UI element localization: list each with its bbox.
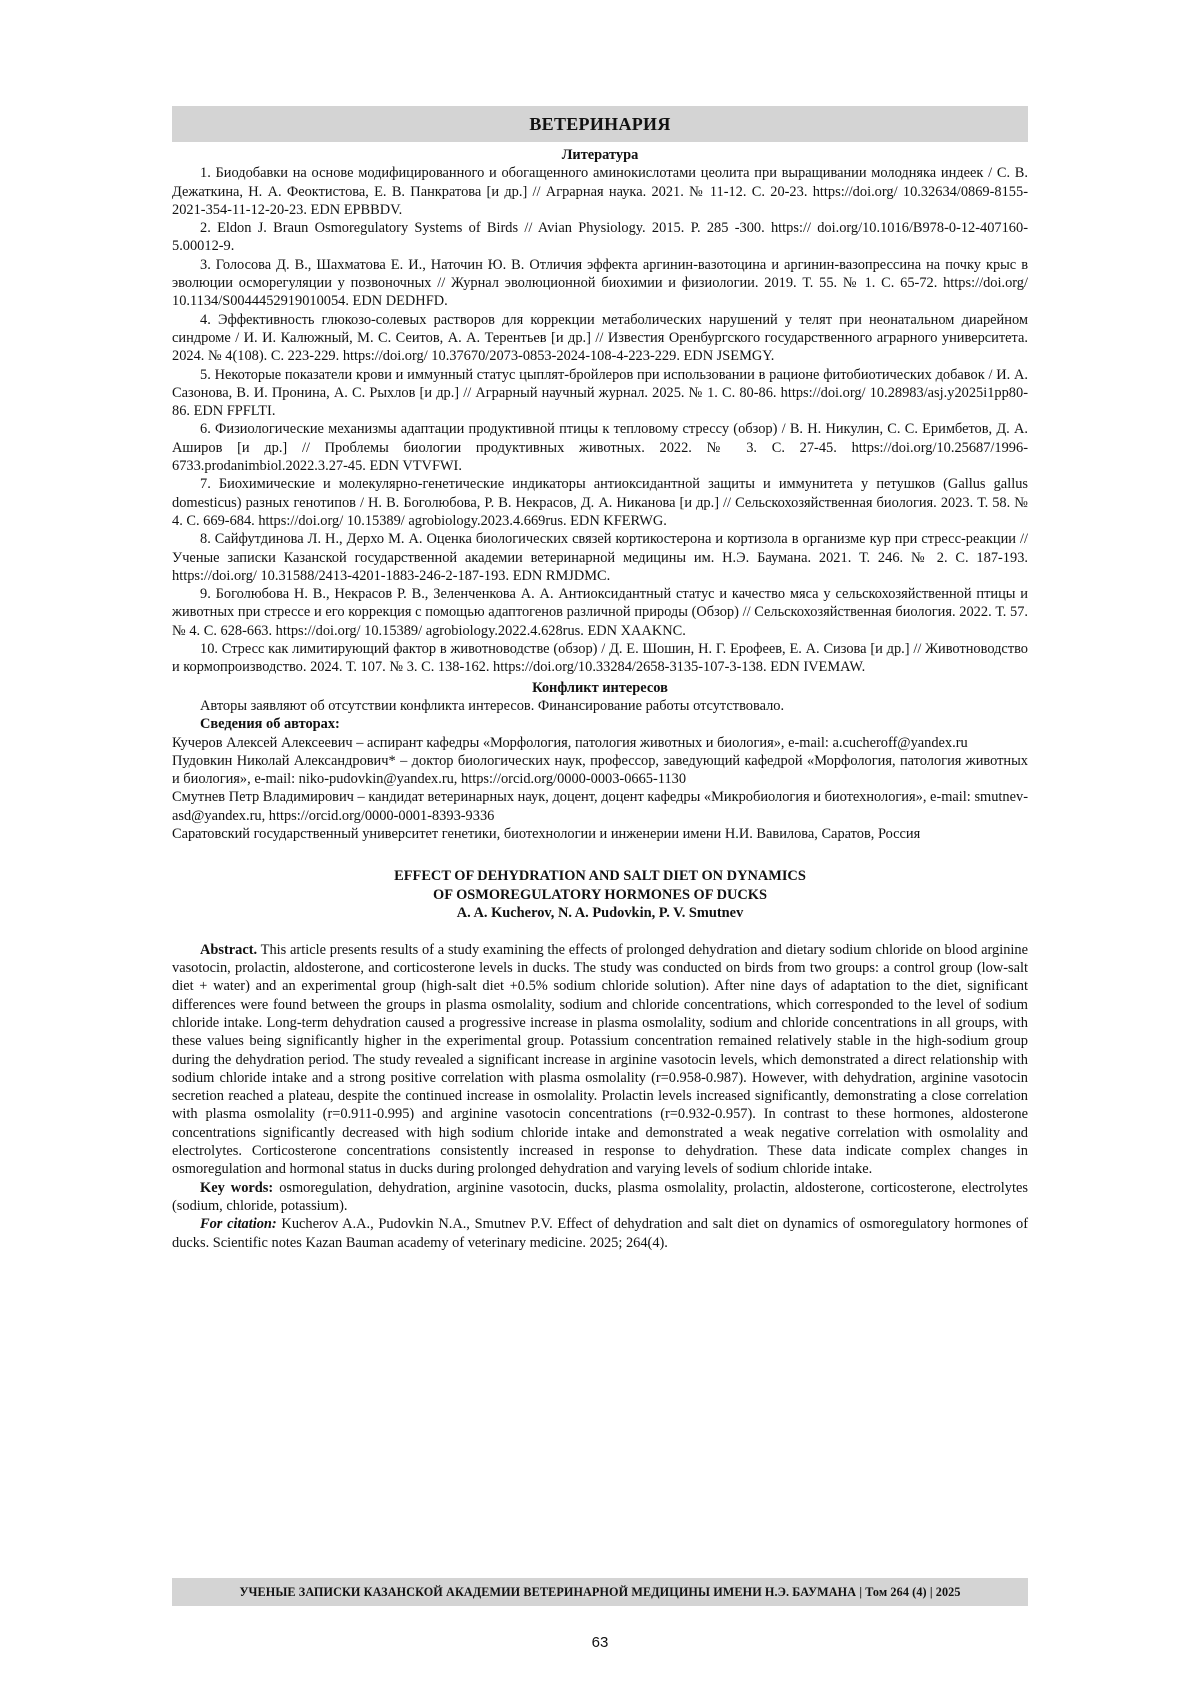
english-body <box>172 941 1028 1252</box>
keywords-paragraph <box>172 1179 1028 1216</box>
literature-heading: Литература <box>561 147 639 163</box>
section-title: ВЕТЕРИНАРИЯ <box>529 113 671 134</box>
reference-item: 3. Голосова Д. В., Шахматова Е. И., Наточин Ю. В. Отличия эффекта аргинин-вазотоцина и аргинин-вазопрессина на почку крыс в эволюции осморегуляции у позвоночных // Журнал эволюционной биохимии и физиологии. 2019. Т. 55. № 1. С. 65-72. https://doi.org/ 10.1134/S0044452919010054. EDN DEDHFD. <box>172 256 1028 310</box>
keywords-text: osmoregulation, dehydration, arginine vasotocin, ducks, plasma osmolality, prolactin, aldosterone, corticosterone, electrolytes (sodium, chloride, potassium). <box>172 1179 1028 1214</box>
reference-item: 7. Биохимические и молекулярно-генетические индикаторы антиоксидантной защиты и иммунитета у петушков (Gallus gallus domesticus) разных генотипов / Н. В. Боголюбова, Р. В. Некрасов, Д. А. Никанова [и др.] // Сельскохозяйственная биология. 2023. Т. 58. № 4. С. 669-684. https://doi.org/ 10.15389/ agrobiology.2023.4.669rus. EDN KFERWG. <box>172 476 1028 529</box>
english-title-block <box>172 867 1028 923</box>
reference-list <box>172 164 1028 676</box>
section-header <box>172 106 1028 142</box>
journal-footer-text: УЧЕНЫЕ ЗАПИСКИ КАЗАНСКОЙ АКАДЕМИИ ВЕТЕРИНАРНОЙ МЕДИЦИНЫ ИМЕНИ Н.Э. БАУМАНА | Том 264 (4) | 2025 <box>239 1584 961 1599</box>
conflict-text: Авторы заявляют об отсутствии конфликта интересов. Финансирование работы отсутствовало. <box>200 697 785 714</box>
page <box>172 106 1028 1252</box>
author-info-paragraph: Пудовкин Николай Александрович* – доктор биологических наук, профессор, заведующий кафедрой «Морфология, патология животных и биология», e-mail: niko-pudovkin@yandex.ru, https://orcid.org/0000-0003-0665-1130 <box>172 752 1028 788</box>
conflict-heading: Конфликт интересов <box>532 679 668 696</box>
reference-item: 9. Боголюбова Н. В., Некрасов Р. В., Зеленченкова А. А. Антиоксидантный статус и качество мяса у сельскохозяйственной птицы и животных при стрессе и его коррекция с помощью адаптогенов различной природы (Обзор) // Сельскохозяйственная биология. 2022. Т. 57. № 4. С. 628-663. https://doi.org/ 10.15389/ agrobiology.2022.4.628rus. EDN XAAKNC. <box>172 586 1028 639</box>
english-title-line: EFFECT OF DEHYDRATION AND SALT DIET ON DYNAMICS <box>394 868 806 885</box>
reference-item: 4. Эффективность глюкозо-солевых растворов для коррекции метаболических нарушений у телят при неонатальном диарейном синдроме / И. И. Калюжный, М. С. Сеитов, А. А. Терентьев [и др.] // Известия Оренбургского государственного аграрного университета. 2024. № 4(108). С. 223-229. https://doi.org/ 10.37670/2073-0853-2024-108-4-223-229. EDN JSEMGY. <box>172 311 1028 365</box>
english-title-line: OF OSMOREGULATORY HORMONES OF DUCKS <box>433 886 767 903</box>
keywords-label: Key words: <box>200 1179 274 1196</box>
author-info-paragraph: Кучеров Алексей Алексеевич – аспирант кафедры «Морфология, патология животных и биология», e-mail: a.cucheroff@yandex.ru <box>172 734 968 751</box>
citation-text: Kucherov A.A., Pudovkin N.A., Smutnev P.V. Effect of dehydration and salt diet on dynamics of osmoregulatory hormones of ducks. Scientific notes Kazan Bauman academy of veterinary medicine. 2025; 264(4). <box>172 1216 1028 1251</box>
citation-paragraph <box>172 1215 1028 1252</box>
authors-info-heading: Сведения об авторах: <box>200 716 340 733</box>
reference-item: 6. Физиологические механизмы адаптации продуктивной птицы к тепловому стрессу (обзор) / В. Н. Никулин, С. С. Еримбетов, Д. А. Аширов [и др.] // Проблемы биологии продуктивных животных. 2022. № 3. С. 27-45. https://doi.org/10.25687/1996-6733.prodanimbiol.2022.3.27-45. EDN VTVFWI. <box>172 421 1028 475</box>
page-number: 63 <box>591 1634 609 1651</box>
affiliation-paragraph: Саратовский государственный университет генетики, биотехнологии и инженерии имени Н.И. Вавилова, Саратов, Россия <box>172 825 921 842</box>
citation-label: For citation: <box>200 1216 277 1233</box>
author-info-paragraph: Смутнев Петр Владимирович – кандидат ветеринарных наук, доцент, доцент кафедры «Микробиология и биотехнология», e-mail: smutnev-asd@yandex.ru, https://orcid.org/0000-0001-8393-9336 <box>172 789 1028 824</box>
reference-item: 5. Некоторые показатели крови и иммунный статус цыплят-бройлеров при использовании в рационе фитобиотических добавок / И. А. Сазонова, В. И. Пронина, А. С. Рыхлов [и др.] // Аграрный научный журнал. 2025. № 1. С. 80-86. https://doi.org/ 10.28983/asj.y2025i1pp80-86. EDN FPFLTI. <box>172 366 1028 420</box>
abstract-label: Abstract. <box>200 941 258 958</box>
reference-item: 2. Eldon J. Braun Osmoregulatory Systems of Birds // Avian Physiology. 2015. P. 285 -300. https:// doi.org/10.1016/B978-0-12-407160-5.00012-9. <box>172 220 1028 255</box>
english-authors: A. A. Kucherov, N. A. Pudovkin, P. V. Smutnev <box>456 905 744 922</box>
reference-item: 10. Стресс как лимитирующий фактор в животноводстве (обзор) / Д. Е. Шошин, Н. Г. Ерофеев, Е. А. Сизова [и др.] // Животноводство и кормопроизводство. 2024. Т. 107. № 3. С. 138-162. https://doi.org/10.33284/2658-3135-107-3-138. EDN IVEMAW. <box>172 641 1028 676</box>
abstract-paragraph <box>172 941 1028 1179</box>
reference-item: 1. Биодобавки на основе модифицированного и обогащенного аминокислотами цеолита при выращивании молодняка индеек / С. В. Дежаткина, Н. А. Феоктистова, Е. В. Панкратова [и др.] // Аграрная наука. 2021. № 11-12. С. 20-23. https://doi.org/ 10.32634/0869-8155-2021-354-11-12-20-23. EDN EPBBDV. <box>172 165 1028 218</box>
reference-item: 8. Сайфутдинова Л. Н., Дерхо М. А. Оценка биологических связей кортикостерона и кортизола в организме кур при стресс-реакции // Ученые записки Казанской государственной академии ветеринарной медицины им. Н.Э. Баумана. 2021. Т. 246. № 2. С. 187-193. https://doi.org/ 10.31588/2413-4201-1883-246-2-187-193. EDN RMJDMC. <box>172 531 1028 584</box>
abstract-text: This article presents results of a study examining the effects of prolonged dehydration and dietary sodium chloride on blood arginine vasotocin, prolactin, aldosterone, and corticosterone levels in ducks. The study was conducted on birds from two groups: a control group (low-salt diet + water) and an experimental group (high-salt diet +0.5% sodium chloride solution). After nine days of adaptation to the diet, significant differences were found between the groups in plasma osmolality, sodium and chloride concentrations, which corresponded to the level of sodium chloride intake. Long-term dehydration caused a progressive increase in plasma osmolality, sodium and chloride concentrations in all groups, with these values being significantly higher in the experimental group. Potassium concentration remained relatively stable in the high-sodium group during the dehydration period. The study revealed a significant increase in arginine vasotocin levels, which demonstrated a direct relationship with sodium chloride intake and a strong positive correlation with plasma osmolality (r=0.958-0.987). However, with dehydration, arginine vasotocin secretion reached a plateau, despite the continued increase in osmolality. Prolactin levels increased significantly, demonstrating a close correlation with plasma osmolality (r=0.911-0.995) and arginine vasotocin concentrations (r=0.932-0.957). In contrast to these hormones, aldosterone concentrations significantly decreased with high sodium chloride intake and demonstrated a weak negative correlation with osmolality and electrolytes. Corticosterone concentrations consistently increased in response to dehydration. These data indicate complex changes in osmoregulation and hormonal status in ducks during prolonged dehydration and varying levels of sodium chloride intake. <box>172 941 1028 1178</box>
journal-footer <box>172 1578 1028 1606</box>
article-content <box>172 146 1028 1252</box>
